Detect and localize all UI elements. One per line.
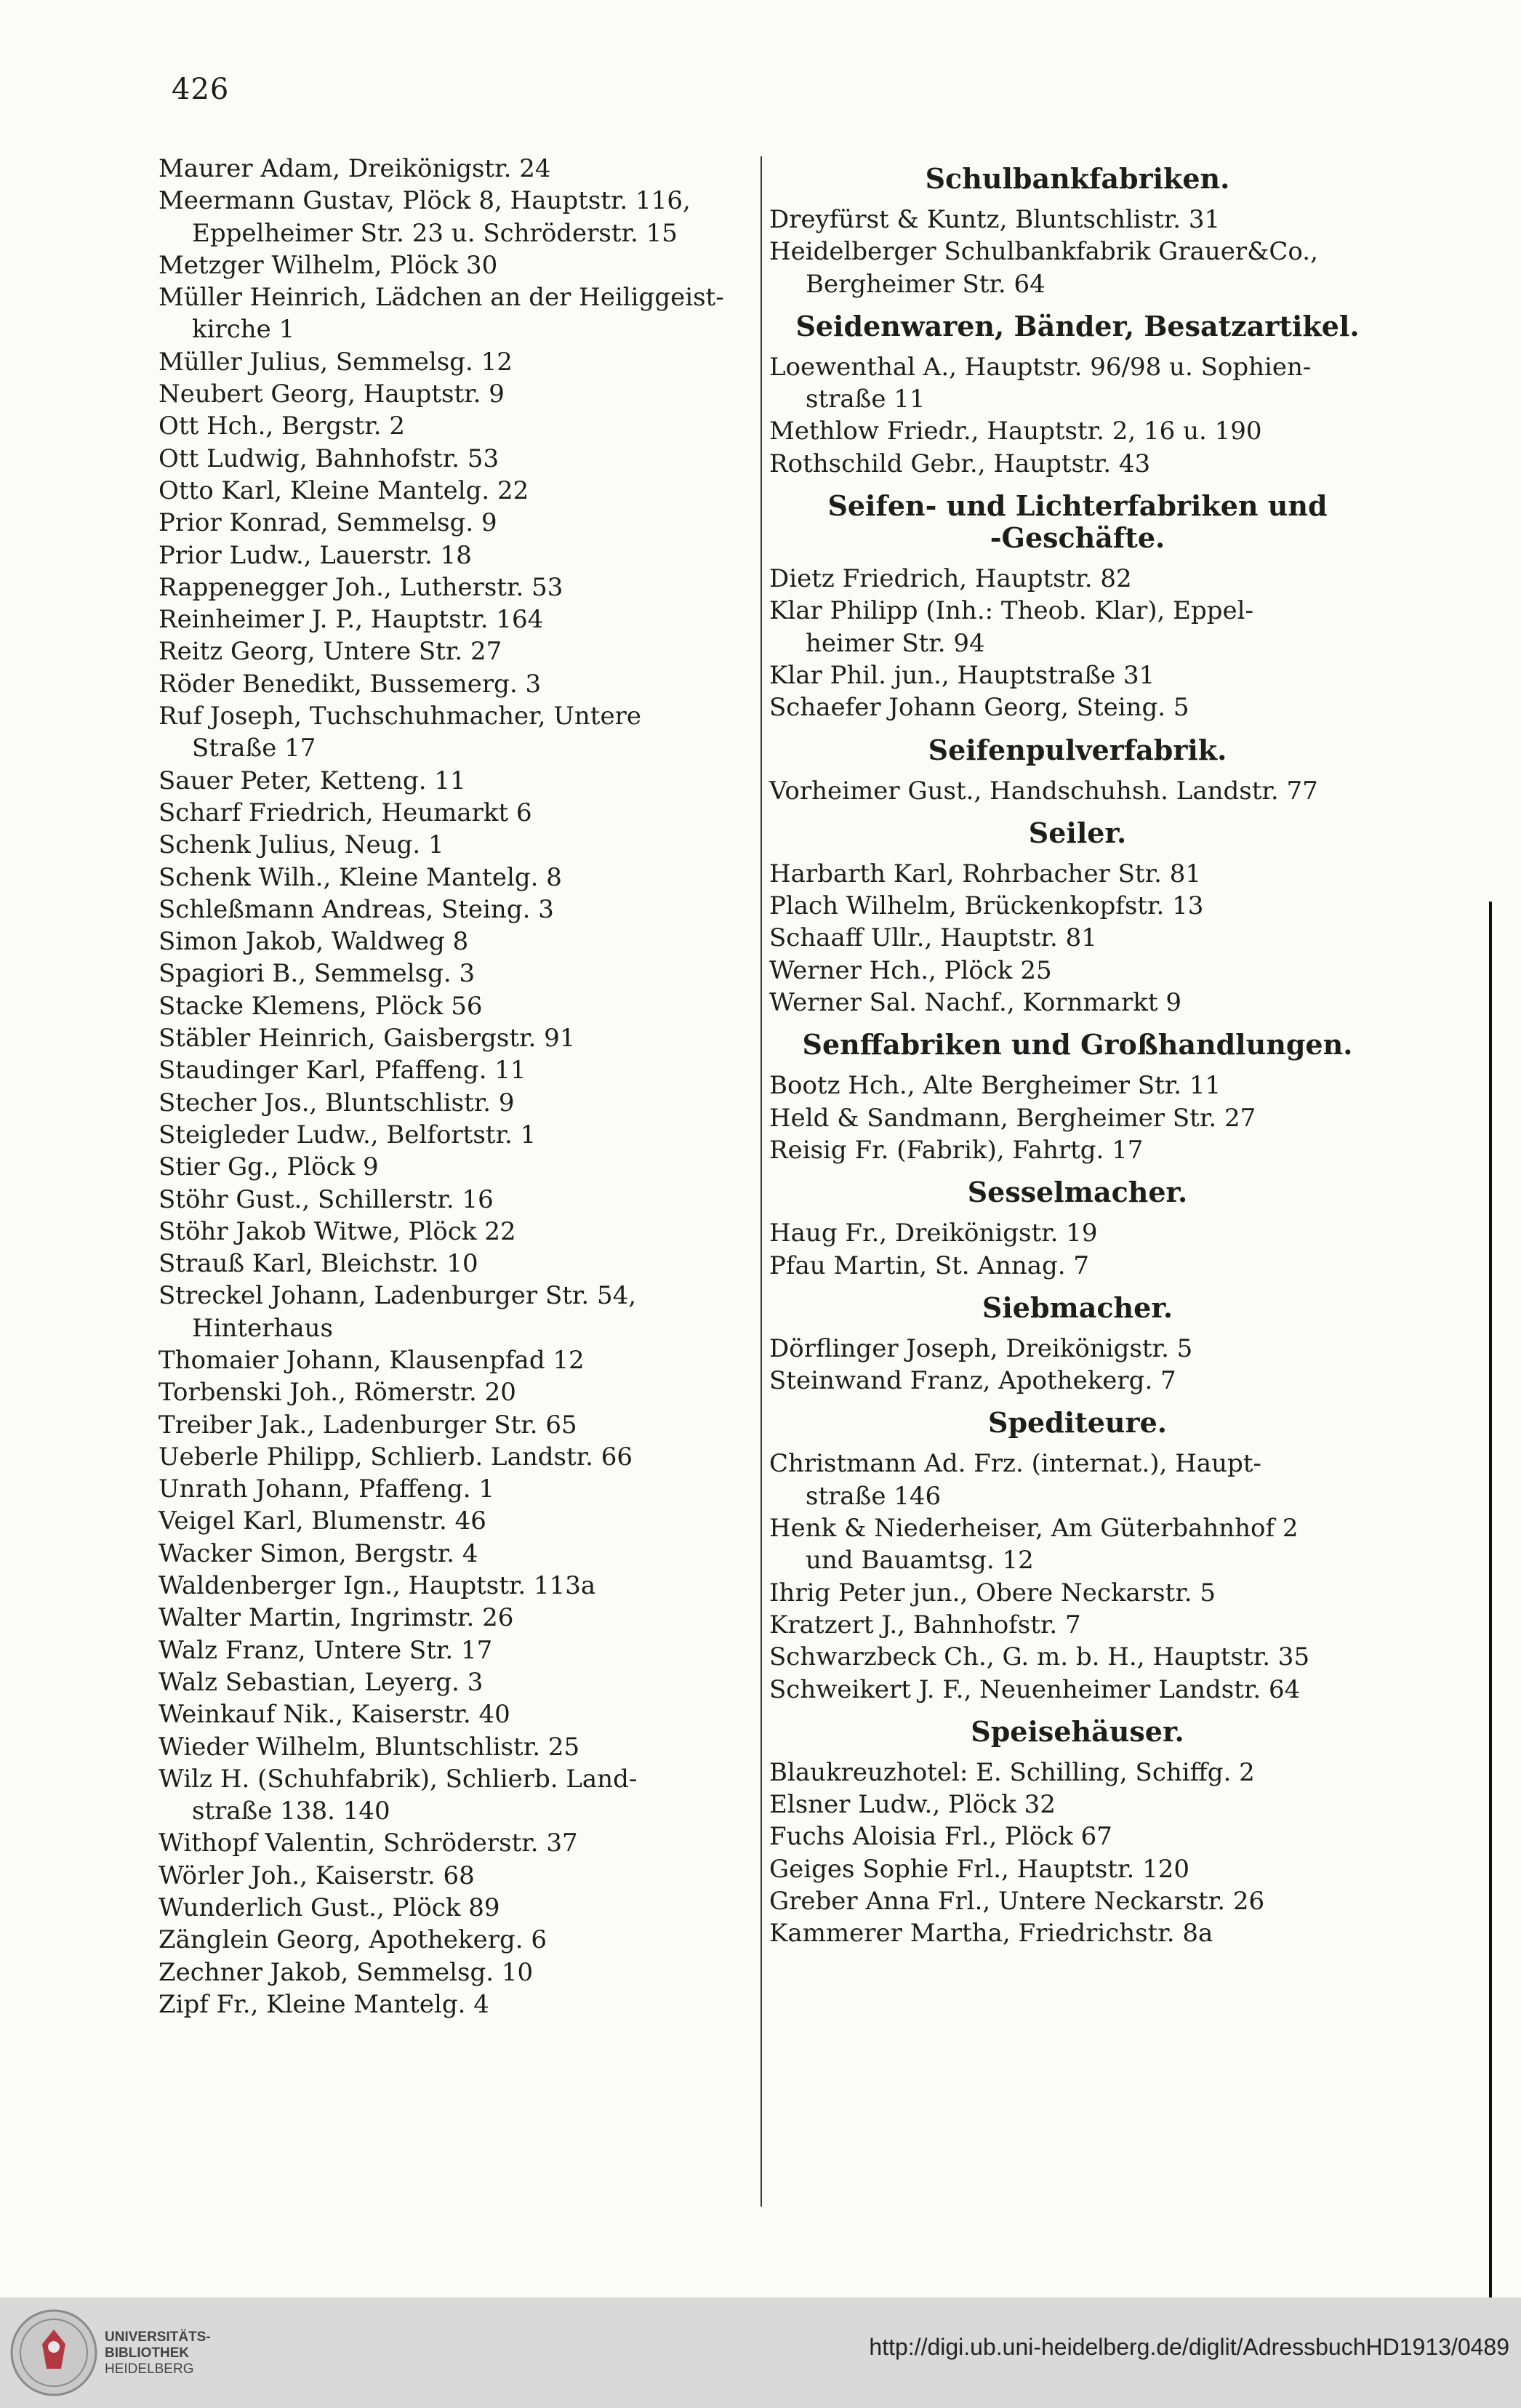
entry-text: Rappenegger Joh., Lutherstr. 53 — [158, 572, 563, 602]
directory-entry — [158, 635, 755, 667]
directory-entry — [158, 1087, 755, 1119]
entry-text: Stöhr Gust., Schillerstr. 16 — [158, 1184, 494, 1214]
entry-text: Schenk Julius, Neug. 1 — [158, 830, 444, 860]
continuation-line: -Geschäfte. — [990, 521, 1165, 555]
directory-entry — [158, 990, 755, 1022]
entry-text: Henk & Niederheiser, Am Güterbahnhof 2 — [769, 1514, 1299, 1544]
entry-text: Stecher Jos., Bluntschlistr. 9 — [158, 1088, 515, 1117]
directory-entry — [158, 1376, 755, 1408]
university-seal-icon — [9, 2308, 99, 2398]
directory-entry — [158, 926, 755, 958]
entry-text: Steinwand Franz, Apothekerg. 7 — [769, 1366, 1176, 1396]
directory-entry — [158, 862, 755, 894]
entry-text: Metzger Wilhelm, Plöck 30 — [158, 250, 498, 280]
entry-text: Walz Franz, Untere Str. 17 — [158, 1635, 493, 1665]
entry-text: Zechner Jakob, Semmelsg. 10 — [158, 1957, 534, 1987]
entry-text: Weinkauf Nik., Kaiserstr. 40 — [158, 1700, 510, 1730]
continuation-line: straße 146 — [806, 1481, 942, 1511]
entry-text: Haug Fr., Dreikönigstr. 19 — [769, 1219, 1098, 1248]
entry-text: Schwarzbeck Ch., G. m. b. H., Hauptstr. 35 — [769, 1642, 1310, 1672]
heading-text: Siebmacher. — [982, 1291, 1173, 1324]
entry-text: Geiges Sophie Frl., Hauptstr. 120 — [769, 1854, 1190, 1884]
directory-entry — [158, 1505, 755, 1537]
entry-text: Schenk Wilh., Kleine Mantelg. 8 — [158, 862, 562, 892]
directory-entry — [158, 603, 755, 635]
entry-text: Strauß Karl, Bleichstr. 10 — [158, 1249, 478, 1279]
directory-entry — [158, 1634, 755, 1666]
continuation-line: Bergheimer Str. 64 — [806, 269, 1046, 299]
continuation-line: Hinterhaus — [192, 1313, 333, 1343]
directory-entry — [760, 691, 1386, 723]
directory-entry — [158, 1409, 755, 1441]
directory-entry — [760, 351, 1386, 416]
directory-entry — [158, 1022, 755, 1054]
directory-entry — [158, 797, 755, 829]
directory-entry — [158, 1988, 755, 2020]
entry-text: Scharf Friedrich, Heumarkt 6 — [158, 798, 532, 827]
continuation-line: heimer Str. 94 — [806, 628, 985, 658]
entry-text: Müller Heinrich, Lädchen an der Heiliggeist- — [158, 283, 724, 313]
directory-entry — [158, 1956, 755, 1988]
footer-bar — [0, 2297, 1521, 2408]
directory-entry — [760, 1333, 1386, 1365]
entry-text: Simon Jakob, Waldweg 8 — [158, 927, 469, 957]
section-heading — [760, 734, 1386, 766]
entry-text: Elsner Ludw., Plöck 32 — [769, 1790, 1056, 1820]
directory-entry — [158, 1731, 755, 1763]
heading-text: Schulbankfabriken. — [925, 162, 1230, 195]
entry-text: Bootz Hch., Alte Bergheimer Str. 11 — [769, 1071, 1221, 1101]
directory-entry — [760, 595, 1386, 659]
entry-text: Zänglein Georg, Apothekerg. 6 — [158, 1925, 547, 1955]
page-number: 426 — [172, 73, 230, 106]
directory-entry — [760, 1102, 1386, 1134]
directory-entry — [158, 1151, 755, 1183]
entry-text: Neubert Georg, Hauptstr. 9 — [158, 380, 505, 409]
entry-text: Stacke Klemens, Plöck 56 — [158, 991, 483, 1021]
directory-entry — [760, 775, 1386, 807]
right-column — [760, 153, 1386, 1950]
heading-text: Seifenpulverfabrik. — [928, 733, 1227, 766]
directory-entry — [760, 448, 1386, 480]
directory-entry — [760, 1217, 1386, 1249]
directory-entry — [158, 1441, 755, 1473]
directory-entry — [158, 829, 755, 861]
continuation-line: straße 138. 140 — [192, 1797, 390, 1826]
directory-entry — [158, 1248, 755, 1280]
entry-text: Prior Ludw., Lauerstr. 18 — [158, 540, 472, 570]
directory-entry — [158, 153, 755, 185]
entry-text: Veigel Karl, Blumenstr. 46 — [158, 1506, 486, 1536]
directory-entry — [158, 1570, 755, 1602]
section-heading — [760, 817, 1386, 849]
entry-text: Spagiori B., Semmelsg. 3 — [158, 959, 475, 989]
entry-text: Held & Sandmann, Bergheimer Str. 27 — [769, 1103, 1256, 1133]
directory-entry — [760, 1512, 1386, 1577]
section-heading — [760, 490, 1386, 554]
entry-text: Pfau Martin, St. Annag. 7 — [769, 1251, 1090, 1280]
entry-text: Wacker Simon, Bergstr. 4 — [158, 1538, 478, 1568]
entry-text: Walz Sebastian, Leyerg. 3 — [158, 1667, 483, 1697]
continuation-line: straße 11 — [806, 385, 926, 414]
institution-line-3: HEIDELBERG — [105, 2361, 194, 2377]
directory-entry — [760, 1448, 1386, 1512]
institution-line-1: UNIVERSITÄTS- — [105, 2329, 211, 2345]
entry-text: Treiber Jak., Ladenburger Str. 65 — [158, 1410, 577, 1440]
directory-entry — [760, 1789, 1386, 1821]
entry-text: Rothschild Gebr., Hauptstr. 43 — [769, 449, 1151, 478]
directory-entry — [158, 507, 755, 539]
entry-text: Reinheimer J. P., Hauptstr. 164 — [158, 605, 544, 635]
entry-text: Dörflinger Joseph, Dreikönigstr. 5 — [769, 1333, 1193, 1363]
directory-entry — [760, 659, 1386, 691]
entry-text: Schleßmann Andreas, Steing. 3 — [158, 894, 554, 924]
directory-entry — [760, 1821, 1386, 1853]
entry-text: Werner Hch., Plöck 25 — [769, 955, 1052, 985]
directory-entry — [158, 443, 755, 475]
directory-entry — [760, 1757, 1386, 1789]
directory-entry — [760, 563, 1386, 595]
directory-entry — [158, 378, 755, 410]
entry-text: Steigleder Ludw., Belfortstr. 1 — [158, 1120, 537, 1149]
entry-text: Ott Hch., Bergstr. 2 — [158, 412, 406, 441]
directory-entry — [158, 765, 755, 797]
directory-entry — [760, 890, 1386, 922]
section-heading — [760, 1716, 1386, 1748]
directory-entry — [760, 1674, 1386, 1706]
directory-entry — [760, 1365, 1386, 1397]
entry-text: Blaukreuzhotel: E. Schilling, Schiffg. 2 — [769, 1757, 1255, 1787]
entry-text: Ott Ludwig, Bahnhofstr. 53 — [158, 444, 499, 473]
continuation-line: kirche 1 — [192, 315, 295, 345]
entry-text: Waldenberger Ign., Hauptstr. 113a — [158, 1571, 596, 1601]
entry-text: Stöhr Jakob Witwe, Plöck 22 — [158, 1216, 516, 1246]
entry-text: Dietz Friedrich, Hauptstr. 82 — [769, 564, 1132, 594]
directory-entry — [158, 1666, 755, 1698]
directory-entry — [158, 249, 755, 281]
directory-entry — [158, 1698, 755, 1730]
continuation-line: Straße 17 — [192, 734, 316, 763]
entry-text: Loewenthal A., Hauptstr. 96/98 u. Sophien- — [769, 352, 1312, 382]
entry-text: Wörler Joh., Kaiserstr. 68 — [158, 1861, 475, 1890]
entry-text: Thomaier Johann, Klausenpfad 12 — [158, 1345, 585, 1375]
section-heading — [760, 310, 1386, 342]
entry-text: Torbenski Joh., Römerstr. 20 — [158, 1378, 516, 1408]
entry-text: Reitz Georg, Untere Str. 27 — [158, 637, 502, 667]
entry-text: Sauer Peter, Ketteng. 11 — [158, 766, 466, 795]
directory-entry — [158, 1827, 755, 1859]
entry-text: Ruf Joseph, Tuchschuhmacher, Untere — [158, 702, 641, 731]
entry-text: Wunderlich Gust., Plöck 89 — [158, 1893, 500, 1923]
directory-entry — [158, 346, 755, 378]
directory-entry — [158, 700, 755, 765]
directory-entry — [158, 185, 755, 249]
entry-text: Staudinger Karl, Pfaffeng. 11 — [158, 1056, 526, 1085]
directory-entry — [760, 1134, 1386, 1166]
directory-entry — [158, 668, 755, 700]
directory-entry — [760, 236, 1386, 300]
section-heading — [760, 1176, 1386, 1208]
directory-entry — [158, 1216, 755, 1248]
entry-text: Walter Martin, Ingrimstr. 26 — [158, 1603, 514, 1633]
directory-entry — [158, 1054, 755, 1086]
entry-text: Prior Konrad, Semmelsg. 9 — [158, 508, 497, 538]
entry-text: Otto Karl, Kleine Mantelg. 22 — [158, 475, 529, 505]
section-heading — [760, 1407, 1386, 1439]
directory-entry — [760, 1917, 1386, 1949]
directory-entry — [760, 1853, 1386, 1885]
directory-entry — [760, 1885, 1386, 1917]
heading-text: Speisehäuser. — [971, 1714, 1184, 1748]
directory-entry — [158, 1280, 755, 1344]
entry-text: Zipf Fr., Kleine Mantelg. 4 — [158, 1989, 489, 2019]
directory-entry — [158, 1538, 755, 1570]
entry-text: Maurer Adam, Dreikönigstr. 24 — [158, 154, 551, 183]
entry-text: Schaaff Ullr., Hauptstr. 81 — [769, 923, 1097, 953]
institution-line-2: BIBLIOTHEK — [105, 2345, 190, 2361]
directory-entry — [760, 1641, 1386, 1673]
entry-text: Schweikert J. F., Neuenheimer Landstr. 64 — [769, 1674, 1301, 1704]
entry-text: Streckel Johann, Ladenburger Str. 54, — [158, 1281, 637, 1311]
directory-entry — [158, 571, 755, 603]
directory-entry — [760, 1069, 1386, 1101]
entry-text: Vorheimer Gust., Handschuhsh. Landstr. 77 — [769, 776, 1318, 806]
source-url[interactable]: http://digi.ub.uni-heidelberg.de/diglit/AdressbuchHD1913/0489 — [869, 2334, 1509, 2360]
entry-text: Klar Philipp (Inh.: Theob. Klar), Eppel- — [769, 596, 1253, 626]
entry-text: Meermann Gustav, Plöck 8, Hauptstr. 116, — [158, 186, 691, 216]
entry-text: Greber Anna Frl., Untere Neckarstr. 26 — [769, 1886, 1265, 1916]
directory-entry — [760, 987, 1386, 1019]
entry-text: Schaefer Johann Georg, Steing. 5 — [769, 693, 1189, 723]
directory-entry — [760, 922, 1386, 954]
institution-name — [105, 2329, 211, 2377]
entry-text: Röder Benedikt, Bussemerg. 3 — [158, 669, 542, 699]
entry-text: Kratzert J., Bahnhofstr. 7 — [769, 1610, 1081, 1640]
directory-entry — [760, 858, 1386, 890]
directory-entry — [158, 1184, 755, 1216]
directory-entry — [158, 539, 755, 571]
page-edge-line — [1489, 902, 1492, 2297]
entry-text: Fuchs Aloisia Frl., Plöck 67 — [769, 1822, 1112, 1852]
heading-text: Spediteure. — [988, 1406, 1167, 1440]
entry-text: Werner Sal. Nachf., Kornmarkt 9 — [769, 988, 1182, 1018]
entry-text: Heidelberger Schulbankfabrik Grauer&Co., — [769, 237, 1318, 267]
entry-text: Ihrig Peter jun., Obere Neckarstr. 5 — [769, 1578, 1216, 1608]
directory-entry — [158, 1892, 755, 1924]
heading-text: Seidenwaren, Bänder, Besatzartikel. — [795, 309, 1360, 342]
entry-text: Withopf Valentin, Schröderstr. 37 — [158, 1829, 578, 1858]
entry-text: Kammerer Martha, Friedrichstr. 8a — [769, 1919, 1213, 1949]
directory-entry — [760, 415, 1386, 447]
directory-entry — [158, 1119, 755, 1151]
entry-text: Müller Julius, Semmelsg. 12 — [158, 347, 513, 377]
heading-text: Seiler. — [1028, 816, 1127, 849]
directory-entry — [158, 1602, 755, 1634]
heading-text: Seifen- und Lichterfabriken und — [827, 489, 1328, 523]
directory-entry — [158, 1344, 755, 1376]
directory-entry — [760, 1609, 1386, 1641]
directory-entry — [158, 1763, 755, 1828]
section-heading — [760, 1029, 1386, 1061]
continuation-line: Eppelheimer Str. 23 u. Schröderstr. 15 — [192, 218, 678, 248]
directory-entry — [158, 894, 755, 926]
directory-entry — [158, 281, 755, 346]
directory-entry — [760, 1250, 1386, 1282]
directory-entry — [760, 955, 1386, 987]
directory-entry — [158, 410, 755, 442]
entry-text: Plach Wilhelm, Brückenkopfstr. 13 — [769, 891, 1204, 921]
entry-text: Klar Phil. jun., Hauptstraße 31 — [769, 660, 1155, 690]
entry-text: Reisig Fr. (Fabrik), Fahrtg. 17 — [769, 1135, 1144, 1165]
directory-entry — [158, 475, 755, 507]
entry-text: Wilz H. (Schuhfabrik), Schlierb. Land- — [158, 1764, 638, 1794]
heading-text: Sesselmacher. — [967, 1176, 1188, 1209]
entry-text: Harbarth Karl, Rohrbacher Str. 81 — [769, 859, 1201, 888]
directory-entry — [158, 958, 755, 990]
left-column — [158, 153, 755, 2020]
entry-text: Wieder Wilhelm, Bluntschlistr. 25 — [158, 1732, 580, 1762]
entry-text: Dreyfürst & Kuntz, Bluntschlistr. 31 — [769, 205, 1221, 234]
directory-entry — [760, 204, 1386, 236]
entry-text: Ueberle Philipp, Schlierb. Landstr. 66 — [158, 1442, 633, 1472]
directory-entry — [158, 1860, 755, 1892]
entry-text: Stier Gg., Plöck 9 — [158, 1152, 379, 1182]
entry-text: Unrath Johann, Pfaffeng. 1 — [158, 1474, 495, 1504]
entry-text: Christmann Ad. Frz. (internat.), Haupt- — [769, 1449, 1261, 1479]
section-heading — [760, 1292, 1386, 1324]
heading-text: Senffabriken und Großhandlungen. — [802, 1028, 1353, 1061]
continuation-line: und Bauamtsg. 12 — [806, 1546, 1034, 1576]
directory-entry — [158, 1924, 755, 1956]
section-heading — [760, 163, 1386, 195]
directory-entry — [760, 1577, 1386, 1609]
entry-text: Stäbler Heinrich, Gaisbergstr. 91 — [158, 1024, 576, 1054]
entry-text: Methlow Friedr., Hauptstr. 2, 16 u. 190 — [769, 417, 1262, 446]
directory-entry — [158, 1473, 755, 1505]
